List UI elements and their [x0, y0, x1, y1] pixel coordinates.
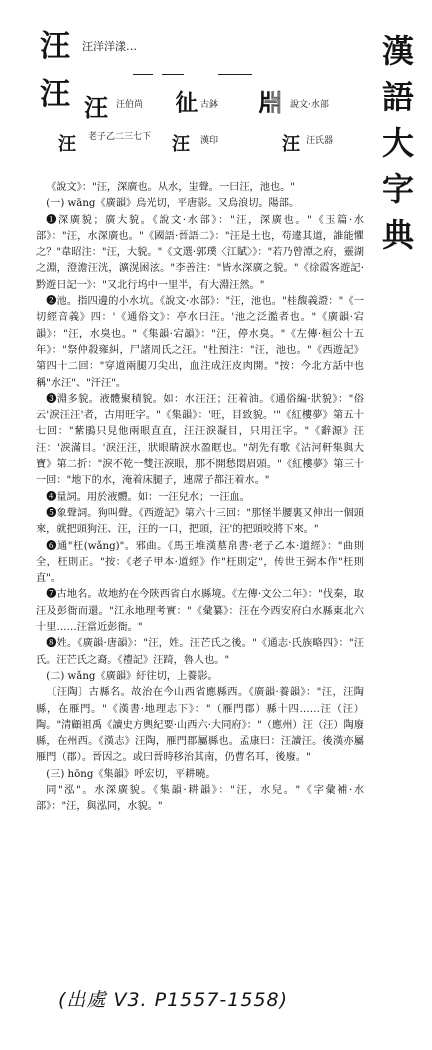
- title-char-1: 漢: [381, 32, 414, 70]
- sense-hong: 同"泓"。水深廣貌。《集韻·耕韻》："汪，水兒。"《字彙補·水部》："汪，與泓同，水貌。": [36, 784, 364, 813]
- sense-7: ❼古地名。故地約在今陝西省白水縣境。《左傳·文公二年》："伐秦，取汪及彭衙而還。"江永地理考實："《彙纂》：汪在今西安府白水縣東北六十里……汪當近彭衙。": [36, 589, 364, 634]
- sense-3: ❸淵多貌。液體聚積貌。如：水汪汪；汪着油。《通俗編·狀貌》："俗云'淚汪汪'者，古用旺字。"《集韻》：'旺，目致貌。'"《紅樓夢》第五十七回："紫鵑只見他兩眼直直，汪汪淚凝目，只用汪字。"《辭源》汪汪：'淚滿目。'淚汪汪，狀眼睛淚水盈眶也。"胡先有歌《沾河軒集與大寶》第二折："淚不乾一雙汪淚眼，那不開愁悶眉頭。"《紅樓夢》第三十一回："地下的水，淹着床腿子，連蓆子都汪着水。": [36, 393, 364, 487]
- sense-2: ❷池。指四邊的小水坑。《說文·水部》："汪，池也。"桂馥義證："《一切經音義》四：'《通俗文》：亭水曰汪。'池之泛濫者也。"《廣韻·宕韻》："汪，水臭也。"《集韻·宕韻》："汪，停水臭。"《左傳·桓公十五年》："祭仲殺雍糾，尸諸周氏之汪。"杜預注："汪，池也。"《西遊記》第四十二回："穿道兩腿刀尖出，血注成汪皮肉開。"按：今北方話中也稱"水汪"、"汗汪"。: [36, 296, 364, 389]
- sense-4: ❹量詞。用於液體。如：一汪兒水；一汪血。: [46, 491, 250, 503]
- pronunciation-line-2: (二) wǎng《廣韻》紆往切，上養影。: [46, 670, 218, 682]
- title-char-4: 字: [381, 170, 414, 208]
- sense-6: ❻通"枉(wǎng)"。邪曲。《馬王堆漢墓帛書·老子乙本·道經》："曲則全，枉則正。"按：《老子甲本·道經》作"枉則定"，传世王弼本作"枉則直"。: [36, 540, 364, 585]
- divider: [162, 74, 184, 75]
- bronze-form-2: 𢓊: [175, 88, 199, 117]
- handwritten-source-note: (出處 V3. P1557-1558): [58, 989, 289, 1011]
- title-char-5: 典: [381, 216, 414, 254]
- clerical-form-label: 汪氏器: [306, 136, 334, 146]
- headword-variant: 汪: [40, 77, 70, 112]
- pronunciation-line-3: (三) hōng《集韻》呼宏切，平耕曉。: [46, 768, 216, 780]
- seal-form: 𣶒: [258, 88, 282, 117]
- divider: [133, 74, 153, 75]
- sense-wangtao: 〔汪陶〕古縣名。故治在今山西省應縣西。《廣韻·養韻》："汪，汪陶縣，在雁門。"《漢書·地理志下》："（雁門郡）縣十四……汪（汪）陶。"清顧祖禹《讀史方輿紀要·山西六·大同府》："（應州）汪（汪）陶廢縣，在州西。《漢志》汪陶，雁門郡屬縣也。孟康曰：汪讀汪。後漢亦屬雁門（郡）。晉因之。或曰晉時移治其南，仍曹名耳，後廢。": [36, 687, 364, 764]
- sense-1: ❶深廣貌；廣大貌。《說文·水部》："汪，深廣也。"《玉篇·水部》："汪，水深廣也。"《國語·晉語二》："汪是土也，苟違其道，誰能懼之？"韋昭注："汪，大貌。"《文選·郭璞〈江賦〉》："若乃曾潭之府，靈湖之淵，澄澹汪洸，瀇滉囦泫。"李善注："皆水深廣之貌。"《徐霞客遊記·黔遊日記一》："又北行坞中一里半，有大淵汪然。": [36, 214, 364, 291]
- divider: [218, 74, 252, 75]
- entry-body: [36, 180, 364, 816]
- bronze-form-1-label: 汪伯尚: [116, 100, 144, 110]
- slip-form-2-label: 漢印: [200, 136, 219, 146]
- title-char-2: 語: [381, 78, 414, 116]
- slip-form-1: 汪: [58, 134, 76, 155]
- title-char-3: 大: [381, 124, 414, 162]
- slip-form-1-label: 老子乙二三七下: [88, 132, 152, 142]
- entry-line: 《說文》："汪，深廣也。从水，㞷聲。一曰汪，池也。": [46, 182, 295, 193]
- sense-8: ❽姓。《廣韻·唐韻》："汪，姓。汪芒氏之後。"《通志·氏族略四》："汪氏。汪芒氏之裔。《禮記》汪踦，魯人也。": [36, 638, 364, 666]
- headword: 汪: [40, 29, 70, 64]
- vertical-book-title: [378, 28, 418, 258]
- pronunciation-line: (一) wāng《廣韻》烏光切，平唐影。又烏浪切。陽部。: [46, 198, 300, 210]
- clerical-form: 汪: [282, 134, 300, 155]
- bronze-form-2-label: 古鉢: [200, 100, 219, 110]
- bronze-form-1: 汪: [84, 93, 108, 122]
- sense-5: ❺象聲詞。狗叫聲。《西遊記》第六十三回："那怪半腰裏又伸出一個頭來，就把頭狗汪、汪，汪的一口，把頭，汪'的把頭咬將下來。": [36, 507, 364, 536]
- seal-form-label: 說文·水部: [290, 100, 329, 110]
- headword-note: 汪洋洋漾…: [82, 40, 137, 53]
- slip-form-2: 汪: [172, 134, 190, 155]
